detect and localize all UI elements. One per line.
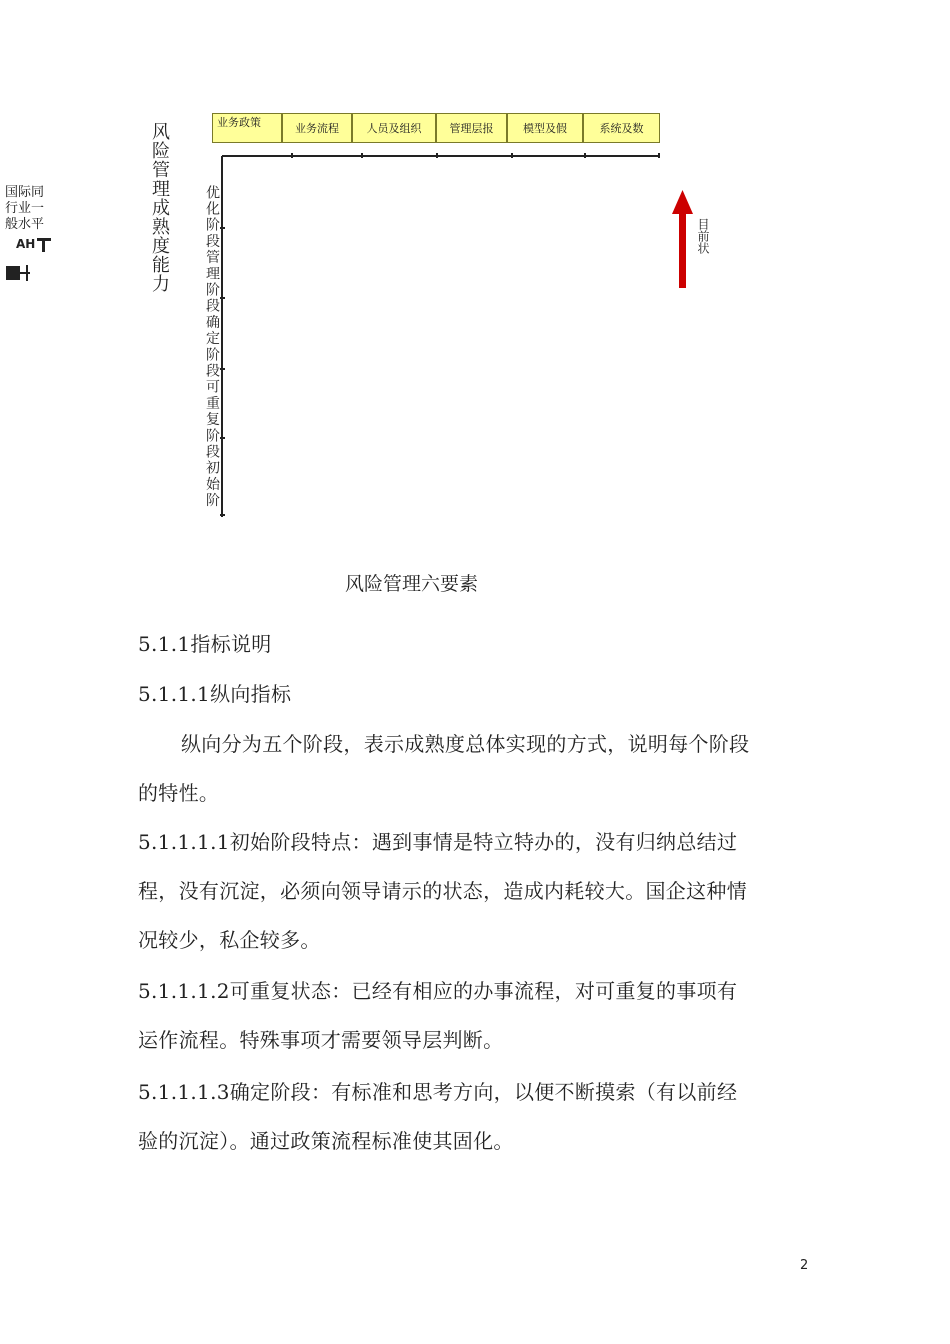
column-header-models: 模型及假	[507, 113, 583, 143]
paragraph-2-line-3: 况较少，私企较多。	[138, 928, 321, 952]
paragraph-1-line-1: 纵向分为五个阶段，表示成熟度总体实现的方式，说明每个阶段	[181, 732, 750, 756]
heading-5-1-1-1: 5.1.1.1纵向指标	[138, 682, 292, 706]
paragraph-3-line-2: 运作流程。特殊事项才需要领导层判断。	[138, 1028, 504, 1052]
legend-symbol-label: AH	[16, 237, 36, 251]
chart-axes	[0, 0, 950, 560]
column-header-process: 业务流程	[282, 113, 352, 143]
column-header-policy: 业务政策	[212, 113, 282, 143]
figure-caption: 风险管理六要素	[345, 573, 479, 595]
y-axis-title: 风险管理成熟度能力	[149, 122, 170, 293]
paragraph-4-line-1: 5.1.1.1.3确定阶段：有标准和思考方向，以便不断摸索（有以前经	[138, 1080, 738, 1104]
legend-industry-level	[5, 185, 44, 233]
column-header-reporting: 管理层报	[436, 113, 507, 143]
paragraph-1-line-2: 的特性。	[138, 781, 220, 805]
column-header-systems: 系统及数	[583, 113, 660, 143]
paragraph-3-line-1: 5.1.1.1.2可重复状态：已经有相应的办事流程，对可重复的事项有	[138, 979, 738, 1003]
page-number: 2	[800, 1258, 809, 1273]
legend-line-1: 国际同	[5, 185, 45, 200]
stage-labels: 优化阶段管理阶段确定阶段可重复阶段初始阶	[204, 185, 220, 509]
paragraph-4-line-2: 验的沉淀）。通过政策流程标准使其固化。	[138, 1129, 514, 1153]
paragraph-2-line-2: 程，没有沉淀，必须向领导请示的状态，造成内耗较大。国企这种情	[138, 879, 747, 903]
column-header-people: 人员及组织	[352, 113, 436, 143]
legend-line-2: 行业一	[5, 201, 45, 216]
paragraph-2-line-1: 5.1.1.1.1初始阶段特点：遇到事情是特立特办的，没有归纳总结过	[138, 830, 738, 854]
legend-line-3: 般水平	[5, 217, 45, 232]
heading-5-1-1: 5.1.1指标说明	[138, 632, 272, 656]
arrow-label: 目前状	[696, 218, 710, 254]
